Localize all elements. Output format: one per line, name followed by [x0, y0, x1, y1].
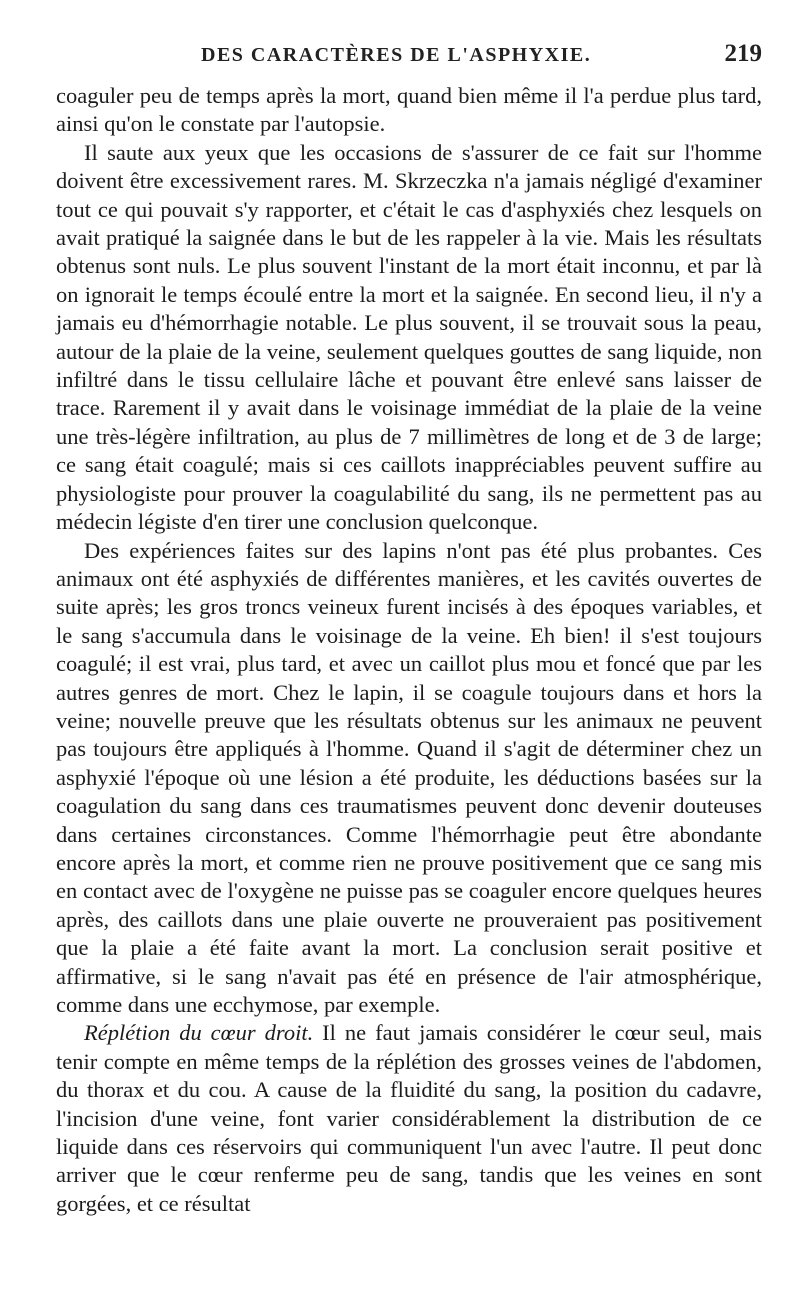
body-text [56, 82, 762, 1218]
paragraph-repletion-text: Il ne faut jamais considérer le cœur seul, mais tenir compte en même temps de la réplétion des grosses veines de l'abdomen, du thorax et du cou. A cause de la fluidité du sang, la position du cadavre, l'incision d'une veine, font varier considérablement la distribution de ce liquide dans ces réservoirs qui communiquent l'un avec l'autre. Il peut donc arriver que le cœur renferme peu de sang, tandis que les veines en sont gorgées, et ce résultat [56, 1020, 762, 1216]
paragraph-skrzeczka: Il saute aux yeux que les occasions de s'assurer de ce fait sur l'homme doivent être excessivement rares. M. Skrzeczka n'a jamais négligé d'examiner tout ce qui pouvait s'y rapporter, et c'était le cas d'asphyxiés chez lesquels on avait pratiqué la saignée dans le but de les rappeler à la vie. Mais les résultats obtenus sont nuls. Le plus souvent l'instant de la mort était inconnu, et par là on ignorait le temps écoulé entre la mort et la saignée. En second lieu, il n'y a jamais eu d'hémorrhagie notable. Le plus souvent, il se trouvait sous la peau, autour de la plaie de la veine, seulement quelques gouttes de sang liquide, non infiltré dans le tissu cellulaire lâche et pouvant être enlevé sans laisser de trace. Rarement il y avait dans le voisinage immédiat de la plaie de la veine une très-légère infiltration, au plus de 7 millimètres de long et de 3 de large; ce sang était coagulé; mais si ces caillots inappréciables peuvent suffire au physiologiste pour prouver la coagulabilité du sang, ils ne permettent pas au médecin légiste d'en tirer une conclusion quelconque. [56, 139, 762, 535]
paragraph-continuation: coaguler peu de temps après la mort, quand bien même il l'a perdue plus tard, ainsi qu'on le constate par l'autopsie. [56, 83, 762, 137]
paragraph-lapins: Des expériences faites sur des lapins n'ont pas été plus probantes. Ces animaux ont été asphyxiés de différentes manières, et les cavités ouvertes de suite après; les gros troncs veineux furent incisés à des époques variables, et le sang s'accumula dans le voisinage de la veine. Eh bien! il s'est toujours coagulé; il est vrai, plus tard, et avec un caillot plus mou et foncé que par les autres genres de mort. Chez le lapin, il se coagule toujours dans et hors la veine; nouvelle preuve que les résultats obtenus sur les animaux ne peuvent pas toujours être appliqués à l'homme. Quand il s'agit de déterminer chez un asphyxié l'époque où une lésion a été produite, les déductions basées sur la coagulation du sang dans ces traumatismes peuvent donc devenir douteuses dans certaines circonstances. Comme l'hémorrhagie peut être abondante encore après la mort, et comme rien ne prouve positivement que ce sang mis en contact avec de l'oxygène ne puisse pas se coaguler encore quelques heures après, des caillots dans une plaie ouverte ne prouveraient pas positivement que la plaie a été faite avant la mort. La conclusion serait positive et affirmative, si le sang n'avait pas été en présence de l'air atmosphérique, comme dans une ecchymose, par exemple. [56, 537, 762, 1017]
running-head: DES CARACTÈRES DE L'ASPHYXIE. [201, 44, 592, 66]
page-number: 219 [724, 40, 762, 67]
page-header [56, 30, 762, 82]
paragraph-repletion [56, 1019, 762, 1218]
section-lead: Réplétion du cœur droit. [84, 1020, 314, 1046]
book-page [56, 30, 762, 1218]
